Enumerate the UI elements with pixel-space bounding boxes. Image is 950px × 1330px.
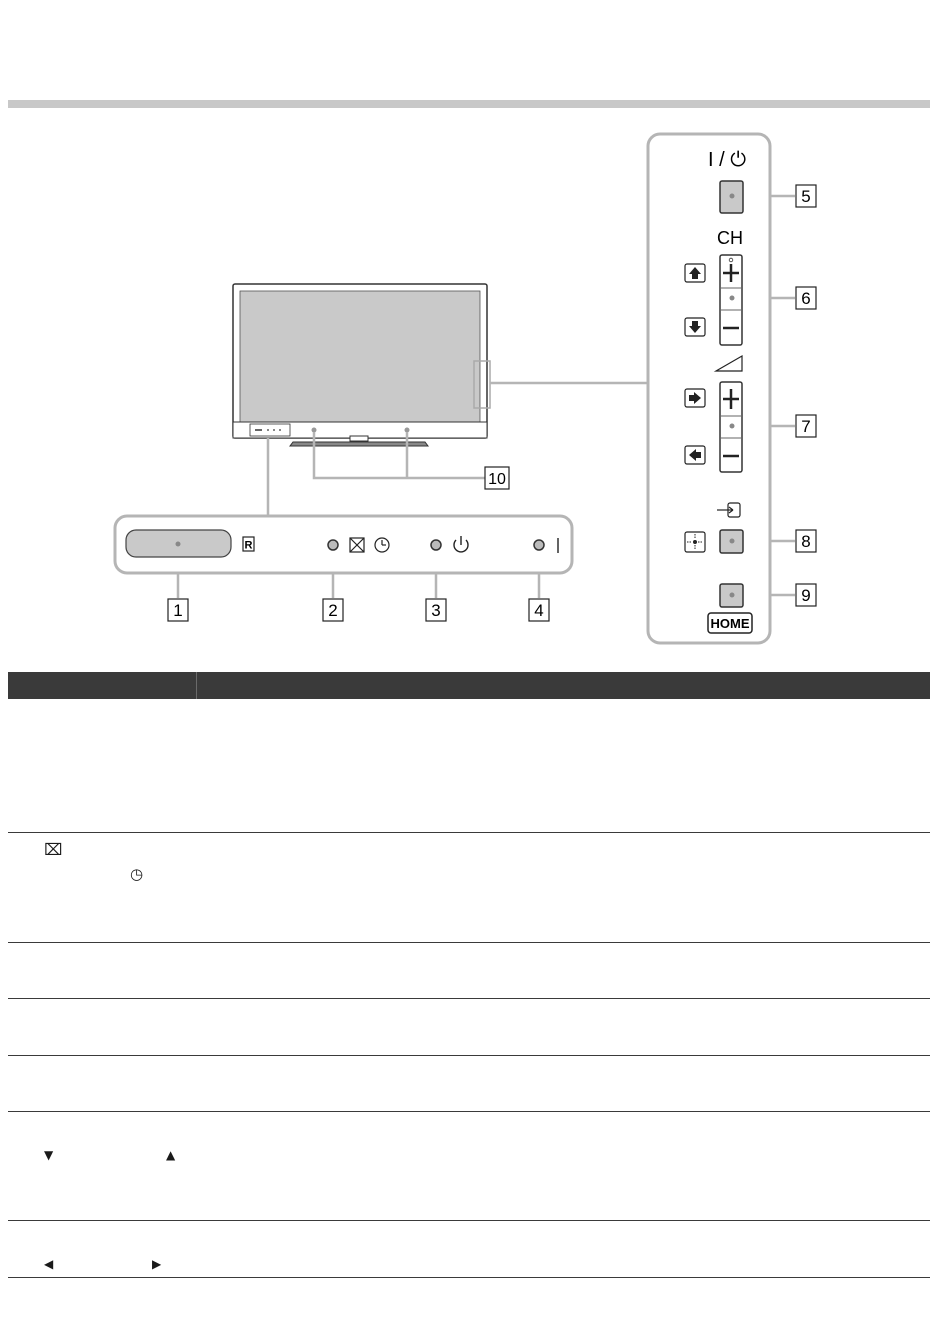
callout-8: 8 bbox=[801, 532, 811, 551]
row-divider bbox=[8, 1277, 930, 1278]
row-divider bbox=[8, 998, 930, 999]
table-header bbox=[8, 672, 930, 699]
up-arrow-icon bbox=[685, 264, 705, 282]
power-led bbox=[534, 540, 544, 550]
callout-6: 6 bbox=[801, 289, 811, 308]
picture-off-icon: ⌧ bbox=[44, 840, 63, 859]
left-arrow-icon: ◀ bbox=[44, 1257, 54, 1271]
tv-illustration bbox=[233, 284, 490, 446]
callout-7: 7 bbox=[801, 417, 811, 436]
row-divider bbox=[8, 1055, 930, 1056]
callout-5: 5 bbox=[801, 187, 811, 206]
timer-icon: ◷ bbox=[130, 865, 144, 883]
picture-off-led bbox=[328, 540, 338, 550]
left-arrow-icon bbox=[685, 446, 705, 464]
right-arrow-icon bbox=[685, 389, 705, 407]
down-arrow-icon bbox=[685, 318, 705, 336]
callout-4: 4 bbox=[534, 601, 544, 620]
home-label: HOME bbox=[710, 616, 750, 631]
callout-10: 10 bbox=[488, 471, 506, 488]
tv-controls-diagram bbox=[0, 0, 950, 660]
row-divider bbox=[8, 942, 930, 943]
enter-icon bbox=[685, 532, 705, 552]
power-symbol-label: I / ⏻ bbox=[707, 149, 747, 171]
callout-3: 3 bbox=[431, 601, 441, 620]
sensor-symbol: R bbox=[244, 539, 253, 552]
front-panel-enlarged bbox=[115, 516, 572, 573]
row-divider bbox=[8, 832, 930, 833]
down-arrow-icon: ▼ bbox=[44, 1148, 54, 1162]
callout-9: 9 bbox=[801, 586, 811, 605]
row-divider bbox=[8, 1220, 930, 1221]
side-panel-enlarged bbox=[648, 134, 770, 643]
up-arrow-icon: ▲ bbox=[166, 1148, 176, 1162]
standby-led bbox=[431, 540, 441, 550]
ch-label: CH bbox=[717, 228, 743, 248]
callout-1: 1 bbox=[173, 601, 183, 620]
callout-2: 2 bbox=[328, 601, 338, 620]
row-divider bbox=[8, 1111, 930, 1112]
right-arrow-icon: ▶ bbox=[152, 1257, 162, 1271]
